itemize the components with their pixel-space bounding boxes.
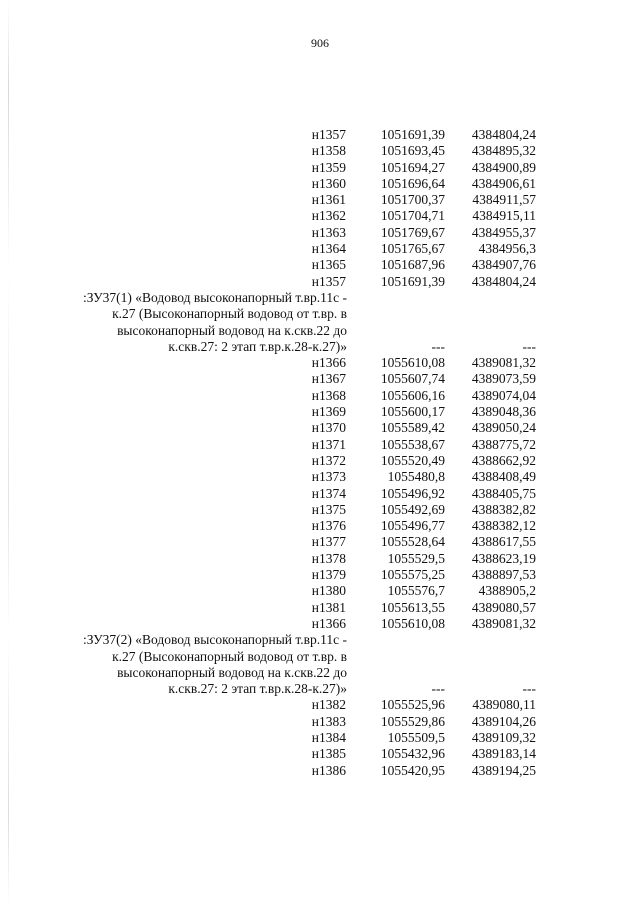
table-row — [60, 518, 540, 534]
dash-x: --- — [431, 338, 445, 354]
zone-title — [60, 290, 347, 355]
coord-x: 1055538,67 — [380, 436, 445, 452]
table-row — [60, 763, 540, 779]
point-id: н1369 — [311, 404, 346, 420]
coord-y: 4388382,82 — [471, 501, 536, 517]
point-id: н1375 — [311, 501, 346, 517]
coord-x: 1055529,86 — [380, 713, 445, 729]
coord-y: 4388775,72 — [471, 436, 536, 452]
zone-header — [60, 290, 540, 355]
table-row — [60, 274, 540, 290]
zone-title-line: :ЗУ37(2) «Водовод высоконапорный т.вр.11с - — [82, 632, 347, 648]
zone-title-line: к.27 (Высоконапорный водовод от т.вр. в — [112, 648, 347, 664]
table-row — [60, 355, 540, 371]
point-id: н1376 — [311, 518, 346, 534]
coord-y: 4384900,89 — [471, 159, 536, 175]
coord-y: 4389050,24 — [471, 420, 536, 436]
coord-x: 1055496,77 — [380, 518, 445, 534]
coord-y: 4384915,11 — [472, 208, 536, 224]
point-id: н1357 — [311, 273, 346, 289]
coord-x: 1055480,8 — [387, 469, 445, 485]
coord-y: 4389080,57 — [471, 599, 536, 615]
zone-title-line: высоконапорный водовод на к.скв.22 до — [117, 664, 347, 680]
table-row — [60, 534, 540, 550]
coord-y: 4384907,76 — [471, 257, 536, 273]
table-row — [60, 697, 540, 713]
point-id: н1373 — [311, 469, 346, 485]
table-row — [60, 388, 540, 404]
coord-x: 1051691,39 — [380, 273, 445, 289]
coord-y: 4389183,14 — [471, 746, 536, 762]
point-id: н1374 — [311, 485, 346, 501]
coord-x: 1055610,08 — [380, 615, 445, 631]
coord-x: 1055496,92 — [380, 485, 445, 501]
table-row — [60, 583, 540, 599]
table-row — [60, 502, 540, 518]
coord-x: 1055420,95 — [380, 762, 445, 778]
scan-edge-artifact — [8, 0, 9, 905]
coord-y: 4384906,61 — [471, 175, 536, 191]
coord-x: 1055610,08 — [380, 355, 445, 371]
coord-y: 4388382,12 — [471, 518, 536, 534]
point-id: н1366 — [311, 355, 346, 371]
coord-x: 1055528,64 — [380, 534, 445, 550]
table-row — [60, 746, 540, 762]
point-id: н1357 — [311, 127, 346, 142]
point-id: н1360 — [311, 175, 346, 191]
point-id: н1368 — [311, 387, 346, 403]
coord-y: 4384955,37 — [471, 224, 536, 240]
point-id: н1367 — [311, 371, 346, 387]
point-id: н1370 — [311, 420, 346, 436]
coord-y: 4389074,04 — [471, 387, 536, 403]
coord-y: 4388905,2 — [478, 583, 536, 599]
point-id: н1383 — [311, 713, 346, 729]
table-row — [60, 208, 540, 224]
table-row — [60, 730, 540, 746]
coord-y: 4384956,3 — [478, 241, 536, 257]
coord-x: 1055529,5 — [387, 550, 445, 566]
coord-y: 4388408,49 — [471, 469, 536, 485]
table-row — [60, 616, 540, 632]
table-row — [60, 241, 540, 257]
point-id: н1378 — [311, 550, 346, 566]
coord-x: 1055606,16 — [380, 387, 445, 403]
coord-x: 1055607,74 — [380, 371, 445, 387]
table-row — [60, 192, 540, 208]
coord-y: 4388897,53 — [471, 567, 536, 583]
coord-x: 1051687,96 — [380, 257, 445, 273]
coord-x: 1051691,39 — [380, 127, 445, 142]
zone-title-line: к.скв.27: 2 этап т.вр.к.28-к.27)» — [168, 338, 347, 354]
coord-y: 4388617,55 — [471, 534, 536, 550]
table-section — [60, 290, 540, 632]
coord-x: 1055432,96 — [380, 746, 445, 762]
coord-x: 1051769,67 — [380, 224, 445, 240]
zone-title-line: к.27 (Высоконапорный водовод от т.вр. в — [112, 306, 347, 322]
coord-y: 4389080,11 — [472, 697, 536, 713]
table-row — [60, 714, 540, 730]
table-row — [60, 127, 540, 143]
point-id: н1384 — [311, 729, 346, 745]
point-id: н1377 — [311, 534, 346, 550]
table-row — [60, 257, 540, 273]
coord-y: 4389194,25 — [471, 762, 536, 778]
zone-header — [60, 632, 540, 697]
coord-x: 1051704,71 — [380, 208, 445, 224]
point-id: н1363 — [311, 224, 346, 240]
coord-y: 4389081,32 — [471, 355, 536, 371]
table-section — [60, 632, 540, 779]
point-id: н1385 — [311, 746, 346, 762]
table-row — [60, 225, 540, 241]
coord-x: 1051693,45 — [380, 143, 445, 159]
coord-x: 1055525,96 — [380, 697, 445, 713]
coord-y: 4389109,32 — [471, 729, 536, 745]
zone-title-line: к.скв.27: 2 этап т.вр.к.28-к.27)» — [168, 681, 347, 697]
coord-x: 1055492,69 — [380, 501, 445, 517]
coord-x: 1055575,25 — [380, 567, 445, 583]
coord-x: 1055589,42 — [380, 420, 445, 436]
point-id: н1371 — [311, 436, 346, 452]
table-row — [60, 143, 540, 159]
coord-x: 1055613,55 — [380, 599, 445, 615]
coord-x: 1051696,64 — [380, 175, 445, 191]
dash-y: --- — [522, 338, 536, 354]
table-row — [60, 600, 540, 616]
table-row — [60, 437, 540, 453]
dash-x: --- — [431, 681, 445, 697]
point-id: н1386 — [311, 762, 346, 778]
table-row — [60, 486, 540, 502]
coord-x: 1051700,37 — [380, 192, 445, 208]
point-id: н1362 — [311, 208, 346, 224]
table-row — [60, 453, 540, 469]
zone-title-line: :ЗУ37(1) «Водовод высоконапорный т.вр.11с - — [82, 289, 347, 305]
table-row — [60, 160, 540, 176]
point-id: н1372 — [311, 452, 346, 468]
coord-y: 4389104,26 — [471, 713, 536, 729]
coord-y: 4388662,92 — [471, 452, 536, 468]
point-id: н1380 — [311, 583, 346, 599]
coord-y: 4389073,59 — [471, 371, 536, 387]
coord-x: 1055520,49 — [380, 452, 445, 468]
zone-dash-row — [346, 681, 536, 697]
page-number: 906 — [311, 36, 329, 50]
point-id: н1358 — [311, 143, 346, 159]
point-id: н1361 — [311, 192, 346, 208]
table-row — [60, 469, 540, 485]
table-section — [60, 127, 540, 290]
point-id: н1359 — [311, 159, 346, 175]
dash-y: --- — [522, 681, 536, 697]
zone-dash-row — [346, 339, 536, 355]
coord-y: 4384895,32 — [471, 143, 536, 159]
coordinates-table — [60, 127, 540, 779]
coord-y: 4389048,36 — [471, 404, 536, 420]
table-row — [60, 567, 540, 583]
coord-y: 4388405,75 — [471, 485, 536, 501]
coord-y: 4389081,32 — [471, 615, 536, 631]
point-id: н1366 — [311, 615, 346, 631]
table-row — [60, 371, 540, 387]
table-row — [60, 420, 540, 436]
coord-x: 1051694,27 — [380, 159, 445, 175]
zone-title-line: высоконапорный водовод на к.скв.22 до — [117, 322, 347, 338]
coord-y: 4384911,57 — [472, 192, 536, 208]
coord-x: 1055576,7 — [387, 583, 445, 599]
point-id: н1364 — [311, 241, 346, 257]
point-id: н1382 — [311, 697, 346, 713]
point-id: н1379 — [311, 567, 346, 583]
coord-x: 1055509,5 — [387, 729, 445, 745]
coord-y: 4384804,24 — [471, 127, 536, 142]
coord-y: 4384804,24 — [471, 273, 536, 289]
table-row — [60, 176, 540, 192]
point-id: н1365 — [311, 257, 346, 273]
point-id: н1381 — [311, 599, 346, 615]
table-row — [60, 551, 540, 567]
coord-x: 1051765,67 — [380, 241, 445, 257]
coord-y: 4388623,19 — [471, 550, 536, 566]
coord-x: 1055600,17 — [380, 404, 445, 420]
table-row — [60, 404, 540, 420]
zone-title — [60, 632, 347, 697]
